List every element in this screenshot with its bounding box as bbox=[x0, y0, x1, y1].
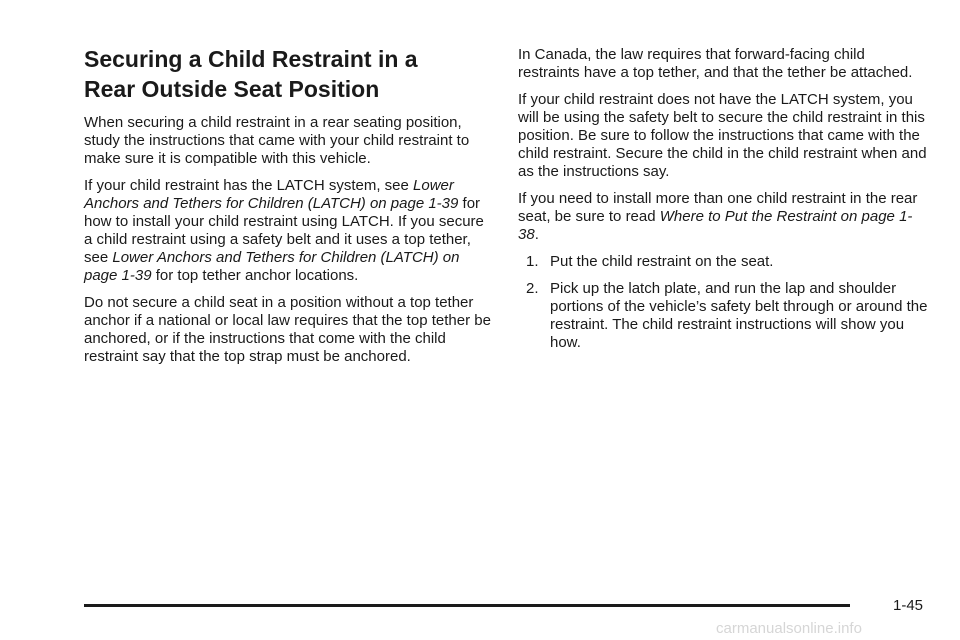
where-to-put-restraint-link[interactable]: Where to Put the Restraint on page 1-38 bbox=[518, 208, 913, 243]
left-column bbox=[84, 44, 494, 375]
right-column bbox=[518, 46, 930, 361]
list-item bbox=[518, 280, 930, 352]
list-item bbox=[518, 253, 930, 271]
latch-reference-link-2[interactable]: Lower Anchors and Tethers for Children (LATCH) on page 1-39 bbox=[84, 249, 460, 284]
step-text: Put the child restraint on the seat. bbox=[550, 253, 774, 270]
top-tether-warning-paragraph: Do not secure a child seat in a position without a top tether anchor if a national or local law requires that the top tether be anchored, or if the instructions that come with the child restraint say that the top strap must be anchored. bbox=[84, 294, 491, 365]
installation-steps-list bbox=[518, 253, 930, 352]
page-number: 1-45 bbox=[893, 597, 924, 614]
section-heading bbox=[84, 44, 494, 104]
section-heading-line-1: Securing a Child Restraint in a bbox=[84, 46, 418, 72]
latch-reference-link-1[interactable]: Lower Anchors and Tethers for Children (LATCH) on page 1-39 bbox=[84, 177, 459, 212]
intro-paragraph: When securing a child restraint in a rear seating position, study the instructions that came with your child restraint to make sure it is compatible with this vehicle. bbox=[84, 114, 470, 167]
no-latch-paragraph: If your child restraint does not have the LATCH system, you will be using the safety belt to secure the child restraint in this position. Be sure to follow the instructions that came with the child restraint. Secure the child in the child restraint when and as the instructions say. bbox=[518, 91, 927, 180]
step-text: Pick up the latch plate, and run the lap and shoulder portions of the vehicle’s safety belt through or around the restraint. The child restraint instructions will show you how. bbox=[550, 280, 928, 351]
multiple-restraints-text-2: . bbox=[534, 226, 539, 243]
latch-text-2: for how to install your child restraint using LATCH. If you secure a child restraint using a safety belt and it uses a top tether, see bbox=[84, 195, 484, 266]
latch-paragraph bbox=[84, 177, 494, 285]
canada-law-paragraph: In Canada, the law requires that forward-facing child restraints have a top tether, and that the tether be attached. bbox=[518, 46, 913, 81]
latch-text-1: If your child restraint has the LATCH system, see bbox=[84, 177, 414, 194]
footer-rule bbox=[84, 604, 850, 607]
multiple-restraints-paragraph bbox=[518, 190, 930, 244]
latch-text-3: for top tether anchor locations. bbox=[151, 267, 359, 284]
step-number: 1. bbox=[526, 253, 539, 270]
multiple-restraints-text-1: If you need to install more than one child restraint in the rear seat, be sure to read bbox=[518, 190, 918, 225]
watermark: carmanualsonline.info bbox=[716, 620, 862, 637]
step-number: 2. bbox=[526, 280, 539, 297]
section-heading-line-2: Rear Outside Seat Position bbox=[84, 76, 380, 102]
